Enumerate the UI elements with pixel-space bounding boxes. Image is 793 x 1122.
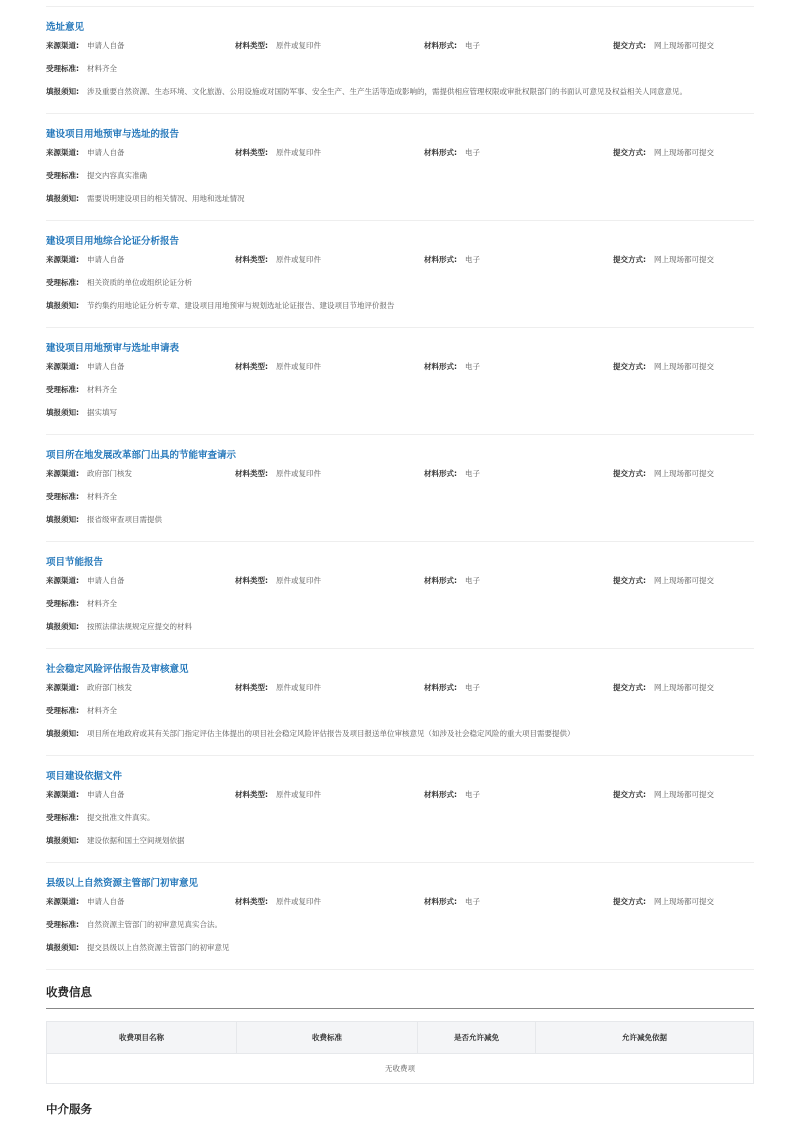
- standard-row: [46, 598, 754, 610]
- material-title[interactable]: 建设项目用地预审与选址的报告: [46, 129, 180, 140]
- standard-value: 自然资源主管部门的初审意见真实合法。: [87, 920, 222, 929]
- notice-value: 节约集约用地论证分析专章、建设项目用地预审与规划选址论证报告、建设项目节地评价报告: [87, 301, 395, 310]
- type-value: 原件或复印件: [276, 41, 321, 50]
- standard-label: 受理标准:: [46, 920, 79, 929]
- material-title[interactable]: 建设项目用地预审与选址申请表: [46, 343, 180, 354]
- standard-value: 材料齐全: [87, 492, 117, 501]
- notice-row: [46, 942, 754, 954]
- notice-label: 填报须知:: [46, 622, 79, 631]
- form-value: 电子: [465, 683, 480, 692]
- form-value: 电子: [465, 469, 480, 478]
- standard-row: [46, 277, 754, 289]
- type-label: 材料类型:: [235, 148, 268, 157]
- submit-label: 提交方式:: [613, 41, 646, 50]
- submit-label: 提交方式:: [613, 148, 646, 157]
- type-label: 材料类型:: [235, 41, 268, 50]
- source-value: 申请人自备: [87, 362, 125, 371]
- material-meta-row: [46, 682, 754, 694]
- notice-value: 报省级审查项目需提供: [87, 515, 162, 524]
- form-value: 电子: [465, 897, 480, 906]
- standard-label: 受理标准:: [46, 599, 79, 608]
- fee-table-header: [47, 1022, 753, 1053]
- source-value: 政府部门核发: [87, 683, 132, 692]
- notice-label: 填报须知:: [46, 194, 79, 203]
- material-item: [46, 863, 754, 970]
- submit-label: 提交方式:: [613, 897, 646, 906]
- submit-label: 提交方式:: [613, 362, 646, 371]
- agency-section-title: 中介服务: [46, 1102, 92, 1116]
- standard-value: 材料齐全: [87, 385, 117, 394]
- type-value: 原件或复印件: [276, 576, 321, 585]
- material-title[interactable]: 县级以上自然资源主管部门初审意见: [46, 878, 199, 889]
- type-value: 原件或复印件: [276, 897, 321, 906]
- notice-value: 项目所在地政府或其有关部门指定评估主体提出的项目社会稳定风险评估报告及项目报送单位审核意见（如涉及社会稳定风险的重大项目需要提供）: [87, 729, 575, 738]
- material-item: [46, 114, 754, 221]
- source-value: 申请人自备: [87, 255, 125, 264]
- notice-label: 填报须知:: [46, 408, 79, 417]
- source-label: 来源渠道:: [46, 148, 79, 157]
- standard-row: [46, 63, 754, 75]
- notice-value: 按照法律法规规定应提交的材料: [87, 622, 192, 631]
- notice-label: 填报须知:: [46, 515, 79, 524]
- fee-header-name: 收费项目名称: [47, 1022, 237, 1053]
- notice-label: 填报须知:: [46, 729, 79, 738]
- form-value: 电子: [465, 576, 480, 585]
- type-value: 原件或复印件: [276, 362, 321, 371]
- standard-row: [46, 491, 754, 503]
- submit-value: 网上现场都可提交: [654, 41, 714, 50]
- submit-label: 提交方式:: [613, 790, 646, 799]
- source-label: 来源渠道:: [46, 255, 79, 264]
- type-value: 原件或复印件: [276, 469, 321, 478]
- notice-label: 填报须知:: [46, 943, 79, 952]
- standard-label: 受理标准:: [46, 813, 79, 822]
- form-label: 材料形式:: [424, 148, 457, 157]
- standard-value: 材料齐全: [87, 599, 117, 608]
- material-title[interactable]: 社会稳定风险评估报告及审核意见: [46, 664, 189, 675]
- source-label: 来源渠道:: [46, 41, 79, 50]
- source-value: 申请人自备: [87, 790, 125, 799]
- material-item: [46, 435, 754, 542]
- type-value: 原件或复印件: [276, 683, 321, 692]
- notice-row: [46, 835, 754, 847]
- form-value: 电子: [465, 255, 480, 264]
- submit-label: 提交方式:: [613, 576, 646, 585]
- standard-row: [46, 812, 754, 824]
- source-label: 来源渠道:: [46, 683, 79, 692]
- standard-value: 相关资质的单位或组织论证分析: [87, 278, 192, 287]
- type-label: 材料类型:: [235, 897, 268, 906]
- material-meta-row: [46, 896, 754, 908]
- material-meta-row: [46, 361, 754, 373]
- material-meta-row: [46, 40, 754, 52]
- type-label: 材料类型:: [235, 576, 268, 585]
- notice-row: [46, 193, 754, 205]
- standard-value: 材料齐全: [87, 64, 117, 73]
- material-meta-row: [46, 147, 754, 159]
- submit-value: 网上现场都可提交: [654, 790, 714, 799]
- fee-header-basis: 允许减免依据: [622, 1033, 667, 1042]
- notice-label: 填报须知:: [46, 87, 79, 96]
- source-label: 来源渠道:: [46, 469, 79, 478]
- form-label: 材料形式:: [424, 255, 457, 264]
- fee-header-standard: 收费标准: [237, 1022, 418, 1053]
- material-meta-row: [46, 468, 754, 480]
- source-label: 来源渠道:: [46, 362, 79, 371]
- form-value: 电子: [465, 362, 480, 371]
- material-title[interactable]: 建设项目用地综合论证分析报告: [46, 236, 180, 247]
- standard-row: [46, 170, 754, 182]
- fee-table: [46, 1021, 754, 1084]
- notice-row: [46, 728, 754, 740]
- material-title[interactable]: 项目所在地发展改革部门出具的节能审查请示: [46, 450, 237, 461]
- standard-label: 受理标准:: [46, 64, 79, 73]
- notice-row: [46, 514, 754, 526]
- material-item: [46, 7, 754, 114]
- type-value: 原件或复印件: [276, 148, 321, 157]
- fee-divider: [46, 1008, 754, 1009]
- notice-row: [46, 621, 754, 633]
- notice-row: [46, 86, 754, 98]
- source-value: 申请人自备: [87, 148, 125, 157]
- standard-label: 受理标准:: [46, 492, 79, 501]
- fee-empty-row: 无收费项: [47, 1053, 753, 1083]
- standard-value: 提交批准文件真实。: [87, 813, 155, 822]
- type-value: 原件或复印件: [276, 255, 321, 264]
- form-label: 材料形式:: [424, 790, 457, 799]
- material-meta-row: [46, 575, 754, 587]
- standard-label: 受理标准:: [46, 171, 79, 180]
- type-label: 材料类型:: [235, 255, 268, 264]
- submit-value: 网上现场都可提交: [654, 362, 714, 371]
- notice-value: 提交县级以上自然资源主管部门的初审意见: [87, 943, 230, 952]
- material-meta-row: [46, 254, 754, 266]
- submit-value: 网上现场都可提交: [654, 576, 714, 585]
- submit-value: 网上现场都可提交: [654, 469, 714, 478]
- submit-label: 提交方式:: [613, 255, 646, 264]
- standard-label: 受理标准:: [46, 385, 79, 394]
- form-label: 材料形式:: [424, 897, 457, 906]
- fee-section-title: 收费信息: [46, 985, 92, 999]
- material-title[interactable]: 项目建设依据文件: [46, 771, 123, 782]
- notice-label: 填报须知:: [46, 836, 79, 845]
- standard-row: [46, 705, 754, 717]
- notice-label: 填报须知:: [46, 301, 79, 310]
- notice-value: 据实填写: [87, 408, 117, 417]
- material-item: [46, 221, 754, 328]
- standard-value: 材料齐全: [87, 706, 117, 715]
- source-value: 政府部门核发: [87, 469, 132, 478]
- standard-row: [46, 384, 754, 396]
- type-label: 材料类型:: [235, 790, 268, 799]
- type-label: 材料类型:: [235, 683, 268, 692]
- submit-value: 网上现场都可提交: [654, 148, 714, 157]
- form-value: 电子: [465, 790, 480, 799]
- type-value: 原件或复印件: [276, 790, 321, 799]
- notice-value: 涉及重要自然资源、生态环境、文化旅游、公用设施或对国防军事、安全生产、生产生活等造成影响的，需提供相应管理权限或审批权限部门的书面认可意见及权益相关人同意意见。: [87, 87, 687, 96]
- submit-value: 网上现场都可提交: [654, 255, 714, 264]
- submit-label: 提交方式:: [613, 469, 646, 478]
- form-label: 材料形式:: [424, 576, 457, 585]
- materials-list: [46, 0, 754, 970]
- form-label: 材料形式:: [424, 469, 457, 478]
- form-label: 材料形式:: [424, 362, 457, 371]
- material-title[interactable]: 项目节能报告: [46, 557, 104, 568]
- source-label: 来源渠道:: [46, 576, 79, 585]
- material-meta-row: [46, 789, 754, 801]
- type-label: 材料类型:: [235, 362, 268, 371]
- source-label: 来源渠道:: [46, 790, 79, 799]
- notice-value: 需要说明建设项目的相关情况、用地和选址情况: [87, 194, 245, 203]
- source-value: 申请人自备: [87, 576, 125, 585]
- material-item: [46, 649, 754, 756]
- material-item: [46, 542, 754, 649]
- material-item: [46, 756, 754, 863]
- submit-value: 网上现场都可提交: [654, 897, 714, 906]
- submit-value: 网上现场都可提交: [654, 683, 714, 692]
- standard-label: 受理标准:: [46, 706, 79, 715]
- notice-row: [46, 300, 754, 312]
- standard-row: [46, 919, 754, 931]
- type-label: 材料类型:: [235, 469, 268, 478]
- submit-label: 提交方式:: [613, 683, 646, 692]
- source-value: 申请人自备: [87, 897, 125, 906]
- notice-value: 建设依据和国土空间规划依据: [87, 836, 185, 845]
- standard-value: 提交内容真实准确: [87, 171, 147, 180]
- notice-row: [46, 407, 754, 419]
- form-value: 电子: [465, 148, 480, 157]
- source-label: 来源渠道:: [46, 897, 79, 906]
- standard-label: 受理标准:: [46, 278, 79, 287]
- material-item: [46, 328, 754, 435]
- material-title[interactable]: 选址意见: [46, 22, 85, 33]
- form-label: 材料形式:: [424, 41, 457, 50]
- form-label: 材料形式:: [424, 683, 457, 692]
- form-value: 电子: [465, 41, 480, 50]
- fee-header-reducible: 是否允许减免: [418, 1022, 536, 1053]
- source-value: 申请人自备: [87, 41, 125, 50]
